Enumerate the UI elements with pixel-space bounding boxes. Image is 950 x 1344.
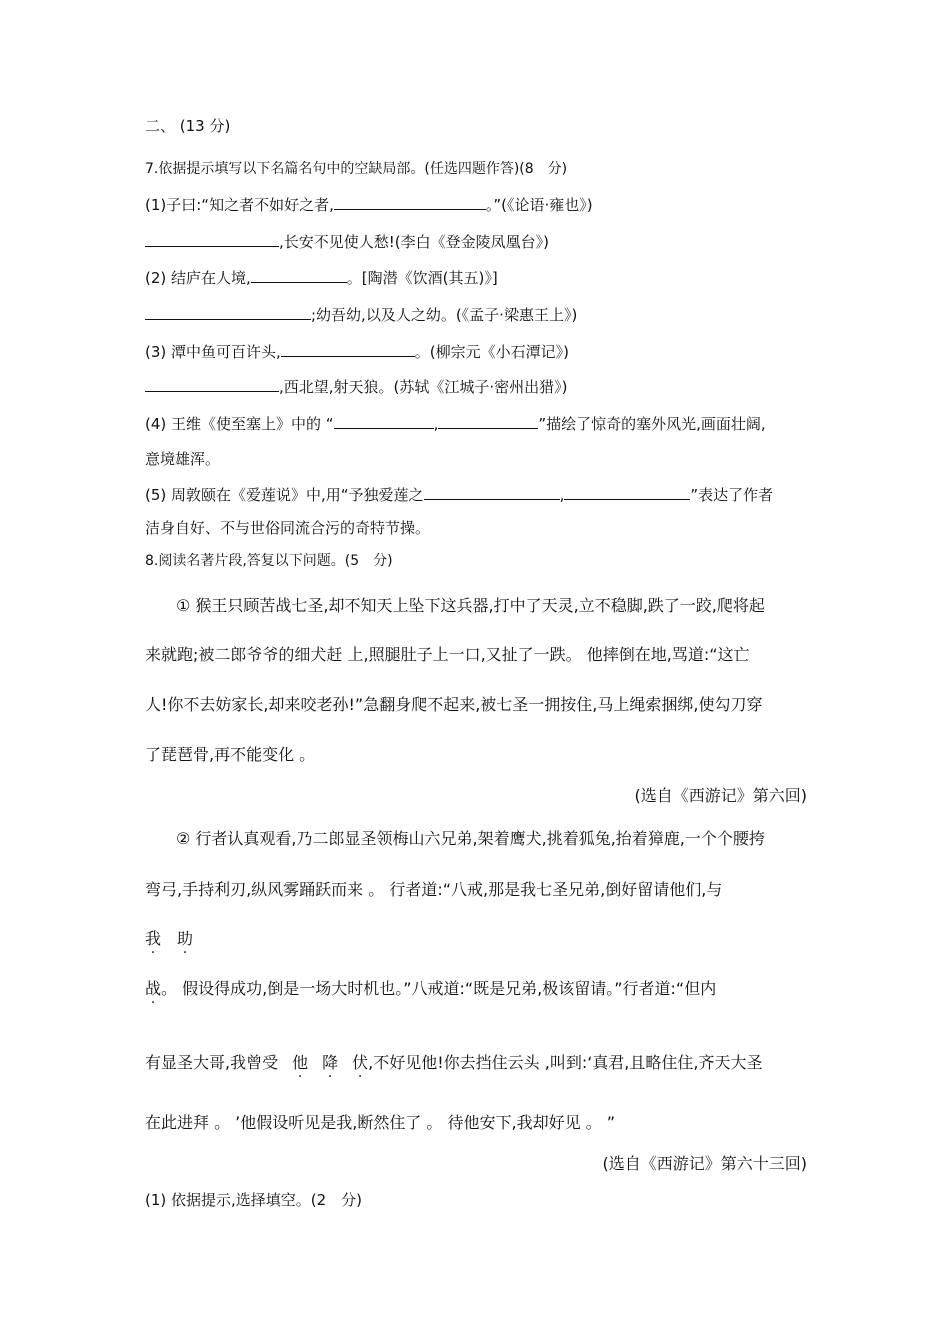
answer-blank[interactable] — [145, 304, 311, 320]
q7-5-suffix: ”表达了作者 — [690, 486, 774, 504]
q7-1b — [145, 231, 549, 252]
passage-2-source: (选自《西游记》第六十三回) — [602, 1154, 807, 1173]
q7-5 — [145, 484, 773, 505]
passage-2-line-2: 弯弓,手持利刃,纵风雾踊跃而来 。 行者道:“八戒,那是我七圣兄弟,倒好留请他们,与 — [145, 880, 723, 899]
question-8-title: 8.阅读名著片段,答复以下问题。(5 分) — [145, 553, 393, 569]
q7-5-continued: 洁身自好、不与世俗同流合污的奇特节操。 — [145, 519, 431, 537]
q7-2a-prefix: (2) 结庐在人境, — [145, 269, 251, 287]
passage-1-line-1: ① 猴王只顾苦战七圣,却不知天上坠下这兵器,打中了天灵,立不稳脚,跌了一跤,爬将起 — [176, 596, 765, 615]
question-7-title: 7.依据提示填写以下名篇名句中的空缺局部。(任选四题作答)(8 分) — [145, 161, 568, 177]
q7-2b — [145, 304, 577, 325]
dotted-char: 降 — [322, 1053, 339, 1072]
answer-blank[interactable] — [145, 376, 279, 392]
answer-blank[interactable] — [564, 484, 690, 500]
dotted-char: 战 — [145, 979, 162, 998]
q7-5-prefix: (5) 周敦颐在《爱莲说》中,用“予独爱莲之 — [145, 486, 424, 504]
q7-4-prefix: (4) 王维《使至塞上》中的 “ — [145, 415, 334, 433]
passage-2-line-3 — [145, 929, 193, 949]
q7-4 — [145, 413, 766, 434]
passage-2-line-1: ② 行者认真观看,乃二郎显圣领梅山六兄弟,架着鹰犬,挑着狐兔,抬着獐鹿,一个个腰挎 — [176, 829, 765, 848]
passage-1-line-4: 了琵琶骨,再不能变化 。 — [145, 745, 316, 764]
passage-2-line-5-text: 有显圣大哥,我曾受 — [145, 1053, 279, 1072]
q7-4-continued: 意境雄浑。 — [145, 450, 221, 468]
answer-blank[interactable] — [438, 413, 538, 429]
passage-2-line-4-text: 。 假设得成功,倒是一场大时机也。”八戒道:“既是兄弟,极该留请。”行者道:“但内 — [161, 979, 717, 998]
q7-1a — [145, 194, 593, 215]
q7-5-comma: , — [559, 486, 565, 504]
question-8-sub-1: (1) 依据提示,选择填空。(2 分) — [145, 1191, 363, 1209]
answer-blank[interactable] — [145, 231, 279, 247]
q7-3b-suffix: ,西北望,射天狼。(苏轼《江城子·密州出猎》) — [279, 378, 568, 396]
q7-1b-suffix: ,长安不见使人愁!(李白《登金陵凤凰台》) — [279, 233, 549, 251]
answer-blank[interactable] — [251, 267, 347, 283]
q7-3a-suffix: 。(柳宗元《小石潭记》) — [414, 343, 570, 361]
q7-4-suffix: ”描绘了惊奇的塞外风光,画面壮阔, — [538, 415, 766, 433]
passage-1-source: (选自《西游记》第六回) — [634, 786, 807, 805]
passage-2-line-5-rest: ,不好见他!你去挡住云头 ,叫到:‘真君,且略住住,齐天大圣 — [368, 1053, 763, 1072]
dotted-char: 我 — [145, 929, 162, 948]
passage-2-line-6: 在此进拜 。 ’他假设听见是我,断然住了 。 待他安下,我却好见 。 ” — [145, 1113, 616, 1132]
dotted-char: 他 — [292, 1053, 309, 1072]
answer-blank[interactable] — [334, 194, 486, 210]
q7-4-comma: , — [433, 415, 439, 433]
q7-2a — [145, 267, 498, 288]
q7-1a-prefix: (1)子曰:“知之者不如好之者, — [145, 196, 334, 214]
answer-blank[interactable] — [424, 484, 560, 500]
passage-2-line-4 — [145, 979, 716, 999]
q7-2a-suffix: 。[陶潜《饮酒(其五)》] — [346, 269, 498, 287]
passage-2-line-5 — [145, 1053, 762, 1073]
answer-blank[interactable] — [281, 341, 415, 357]
dotted-char: 助 — [177, 929, 194, 948]
passage-1-line-3: 人!你不去妨家长,却来咬老孙!”急翻身爬不起来,被七圣一拥按住,马上绳索捆绑,使勾刀穿 — [145, 695, 763, 714]
q7-1a-suffix: 。”(《论语·雍也》) — [485, 196, 593, 214]
q7-3a-prefix: (3) 潭中鱼可百许头, — [145, 343, 281, 361]
answer-blank[interactable] — [334, 413, 434, 429]
passage-1-line-2: 来就跑;被二郎爷爷的细犬赶 上,照腿肚子上一口,又扯了一跌。 他摔倒在地,骂道:“这亡 — [145, 645, 750, 664]
q7-3a — [145, 341, 569, 362]
section-title: 二、 (13 分) — [145, 117, 231, 135]
dotted-char: 伏 — [352, 1053, 369, 1072]
q7-2b-suffix: ;幼吾幼,以及人之幼。(《孟子·梁惠王上》) — [311, 306, 578, 324]
q7-3b — [145, 376, 568, 397]
